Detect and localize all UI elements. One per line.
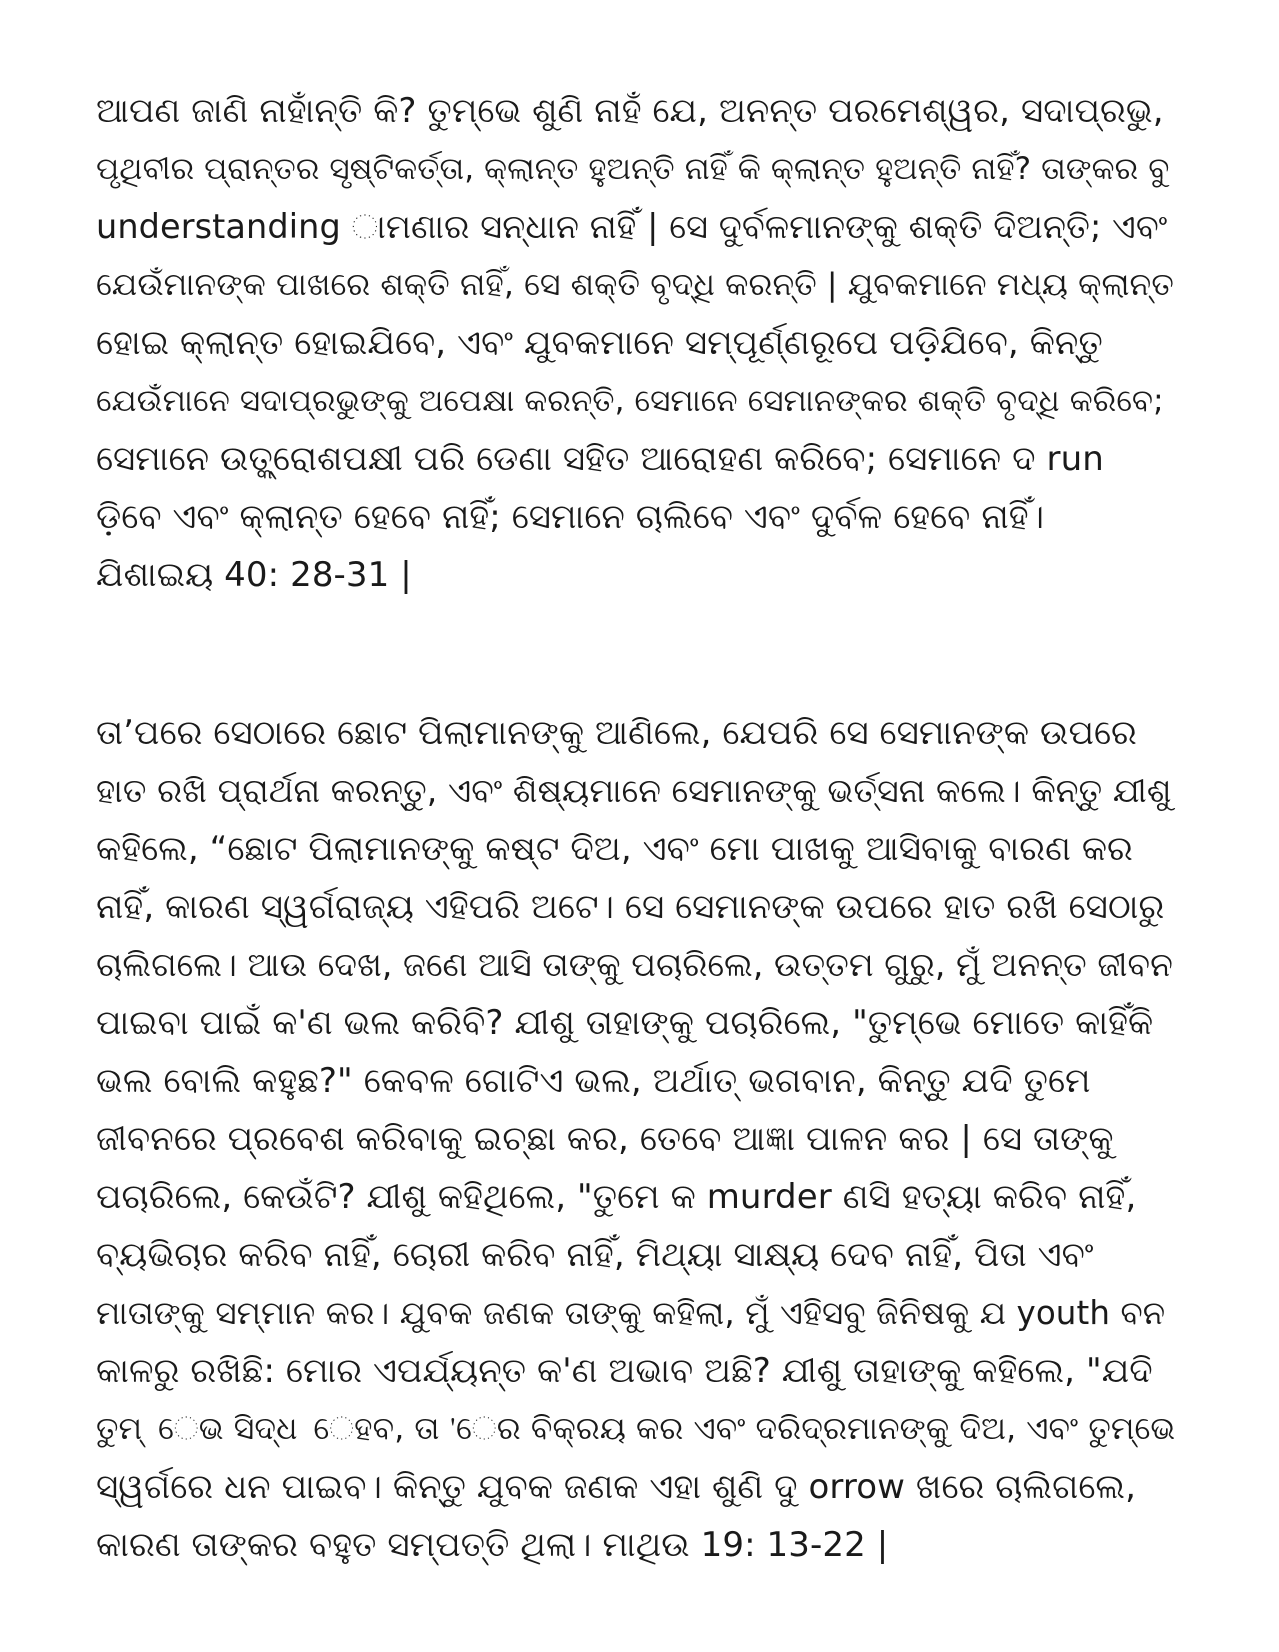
paragraph-matthew <box>96 704 1179 1574</box>
text-line: ମାତାଙ୍କୁ ସମ୍ମାନ କର। ଯୁବକ ଜଣକ ତାଙ୍କୁ କହିଲା, ମୁଁ ଏହିସବୁ ଜିନିଷକୁ ଯ youth ବନ <box>96 1294 1166 1332</box>
text-line: କହିଲେ, “ଛୋଟ ପିଲାମାନଙ୍କୁ କଷ୍ଟ ଦିଅ, ଏବଂ ମୋ ପାଖକୁ ଆସିବାକୁ ବାରଣ କର <box>96 829 1133 869</box>
text-line: ପଚାରିଲେ, କେଉଁଟି? ଯୀଶୁ କହିଥିଲେ, "ତୁମେ କ murder ଣସି ହତ୍ୟା କରିବ ନାହିଁ, <box>96 1177 1137 1217</box>
text-line: ଯିଶାଇୟ 40: 28-31 | <box>96 555 412 595</box>
text-line: ତା’ପରେ ସେଠାରେ ଛୋଟ ପିଲାମାନଙ୍କୁ ଆଣିଲେ, ଯେପରି ସେ ସେମାନଙ୍କ ଉପରେ <box>96 713 1137 753</box>
text-line: ଯେଉଁମାନେ ସଦାପ୍ରଭୁଙ୍କୁ ଅପେକ୍ଷା କରନ୍ତି, ସେମାନେ ସେମାନଙ୍କର ଶକ୍ତି ବୃଦ୍ଧି କରିବେ; <box>96 383 1164 419</box>
text-line: understanding ାମଣାର ସନ୍ଧାନ ନାହିଁ | ସେ ଦୁର୍ବଳମାନଙ୍କୁ ଶକ୍ତି ଦିଅନ୍ତି; ଏବଂ <box>96 207 1168 246</box>
text-line: ପୃଥିବୀର ପ୍ରାନ୍ତର ସୃଷ୍ଟିକର୍ତ୍ତା, କ୍ଲାନ୍ତ ହୁଅନ୍ତି ନାହିଁ କି କ୍ଲାନ୍ତ ହୁଅନ୍ତି ନାହିଁ? ତାଙ୍କର ବୁ <box>96 151 1170 187</box>
text-line: ବ୍ୟଭିଚାର କରିବ ନାହିଁ, ଚୋରୀ କରିବ ନାହିଁ, ମିଥ୍ୟା ସାକ୍ଷ୍ୟ ଦେବ ନାହିଁ, ପିତା ଏବଂ <box>96 1235 1094 1275</box>
text-line: ଆପଣ ଜାଣି ନାହାଁନ୍ତି କି? ତୁମ୍ଭେ ଶୁଣି ନାହଁ ଯେ, ଅନନ୍ତ ପରମେଶ୍ୱର, ସଦାପ୍ରଭୁ, <box>96 91 1164 131</box>
text-line: ସ୍ୱର୍ଗରେ ଧନ ପାଇବ। କିନ୍ତୁ ଯୁବକ ଜଣକ ଏହା ଶୁଣି ଦୁ orrow ଖରେ ଚାଲିଗଲେ, <box>96 1467 1136 1507</box>
text-line: ନାହିଁ, କାରଣ ସ୍ୱର୍ଗରାଜ୍ୟ ଏହିପରି ଅଟେ। ସେ ସେମାନଙ୍କ ଉପରେ ହାତ ରଖି ସେଠାରୁ <box>96 887 1165 927</box>
text-line: ହାତ ରଖି ପ୍ରାର୍ଥନା କରନ୍ତୁ, ଏବଂ ଶିଷ୍ୟମାନେ ସେମାନଙ୍କୁ ଭର୍ତ୍ସନା କଲେ। କିନ୍ତୁ ଯୀଶୁ <box>96 771 1172 810</box>
text-line: ହୋଇ କ୍ଲାନ୍ତ ହୋଇଯିବେ, ଏବଂ ଯୁବକମାନେ ସମ୍ପୂର୍ଣ୍ଣରୂପେ ପଡ଼ିଯିବେ, କିନ୍ତୁ <box>96 323 1103 363</box>
text-line: ଭଲ ବୋଲି କହୁଛ?" କେବଳ ଗୋଟିଏ ଭଲ, ଅର୍ଥାତ୍ ଭଗବାନ, କିନ୍ତୁ ଯଦି ତୁମେ <box>96 1061 1091 1101</box>
text-line: ଚାଲିଗଲେ। ଆଉ ଦେଖ, ଜଣେ ଆସି ତାଙ୍କୁ ପଚାରିଲେ, ଉତ୍ତମ ଗୁରୁ, ମୁଁ ଅନନ୍ତ ଜୀବନ <box>96 945 1173 984</box>
text-line: କାରଣ ତାଙ୍କର ବହୁତ ସମ୍ପତ୍ତି ଥିଲା। ମାଥିଉ 19: 13-22 | <box>96 1525 889 1565</box>
text-line: ତୁମ୍ େଭ ସିଦ୍ଧ େହବ, ତା 'େର ବିକ୍ରୟ କର ଏବଂ ଦରିଦ୍ରମାନଙ୍କୁ ଦିଅ, ଏବଂ ତୁମ୍ଭେ <box>96 1411 1176 1447</box>
paragraph-isaiah <box>96 82 1179 604</box>
text-line: ଯେଉଁମାନଙ୍କ ପାଖରେ ଶକ୍ତି ନାହିଁ, ସେ ଶକ୍ତି ବୃଦ୍ଧି କରନ୍ତି | ଯୁବକମାନେ ମଧ୍ୟ କ୍ଲାନ୍ତ <box>96 267 1174 303</box>
text-line: ସେମାନେ ଉତ୍କ୍ରୋଶପକ୍ଷୀ ପରି ଡେଣା ସହିତ ଆରୋହଣ କରିବେ; ସେମାନେ ଦ run <box>96 439 1104 479</box>
text-line: ପାଇବା ପାଇଁ କ'ଣ ଭଲ କରିବି? ଯୀଶୁ ତାହାଙ୍କୁ ପଚାରିଲେ, "ତୁମ୍ଭେ ମୋତେ କାହିଁକି <box>96 1003 1154 1043</box>
paragraph-gap <box>96 604 1179 704</box>
text-line: ଡ଼ିବେ ଏବଂ କ୍ଲାନ୍ତ ହେବେ ନାହିଁ; ସେମାନେ ଚାଲିବେ ଏବଂ ଦୁର୍ବଳ ହେବେ ନାହିଁ। <box>96 497 1045 537</box>
text-line: ଜୀବନରେ ପ୍ରବେଶ କରିବାକୁ ଇଚ୍ଛା କର, ତେବେ ଆଜ୍ଞା ପାଳନ କର | ସେ ତାଙ୍କୁ <box>96 1119 1114 1159</box>
text-line: କାଳରୁ ରଖିଛି: ମୋର ଏପର୍ଯ୍ୟନ୍ତ କ'ଣ ଅଭାବ ଅଛି? ଯୀଶୁ ତାହାଙ୍କୁ କହିଲେ, "ଯଦି <box>96 1351 1153 1391</box>
